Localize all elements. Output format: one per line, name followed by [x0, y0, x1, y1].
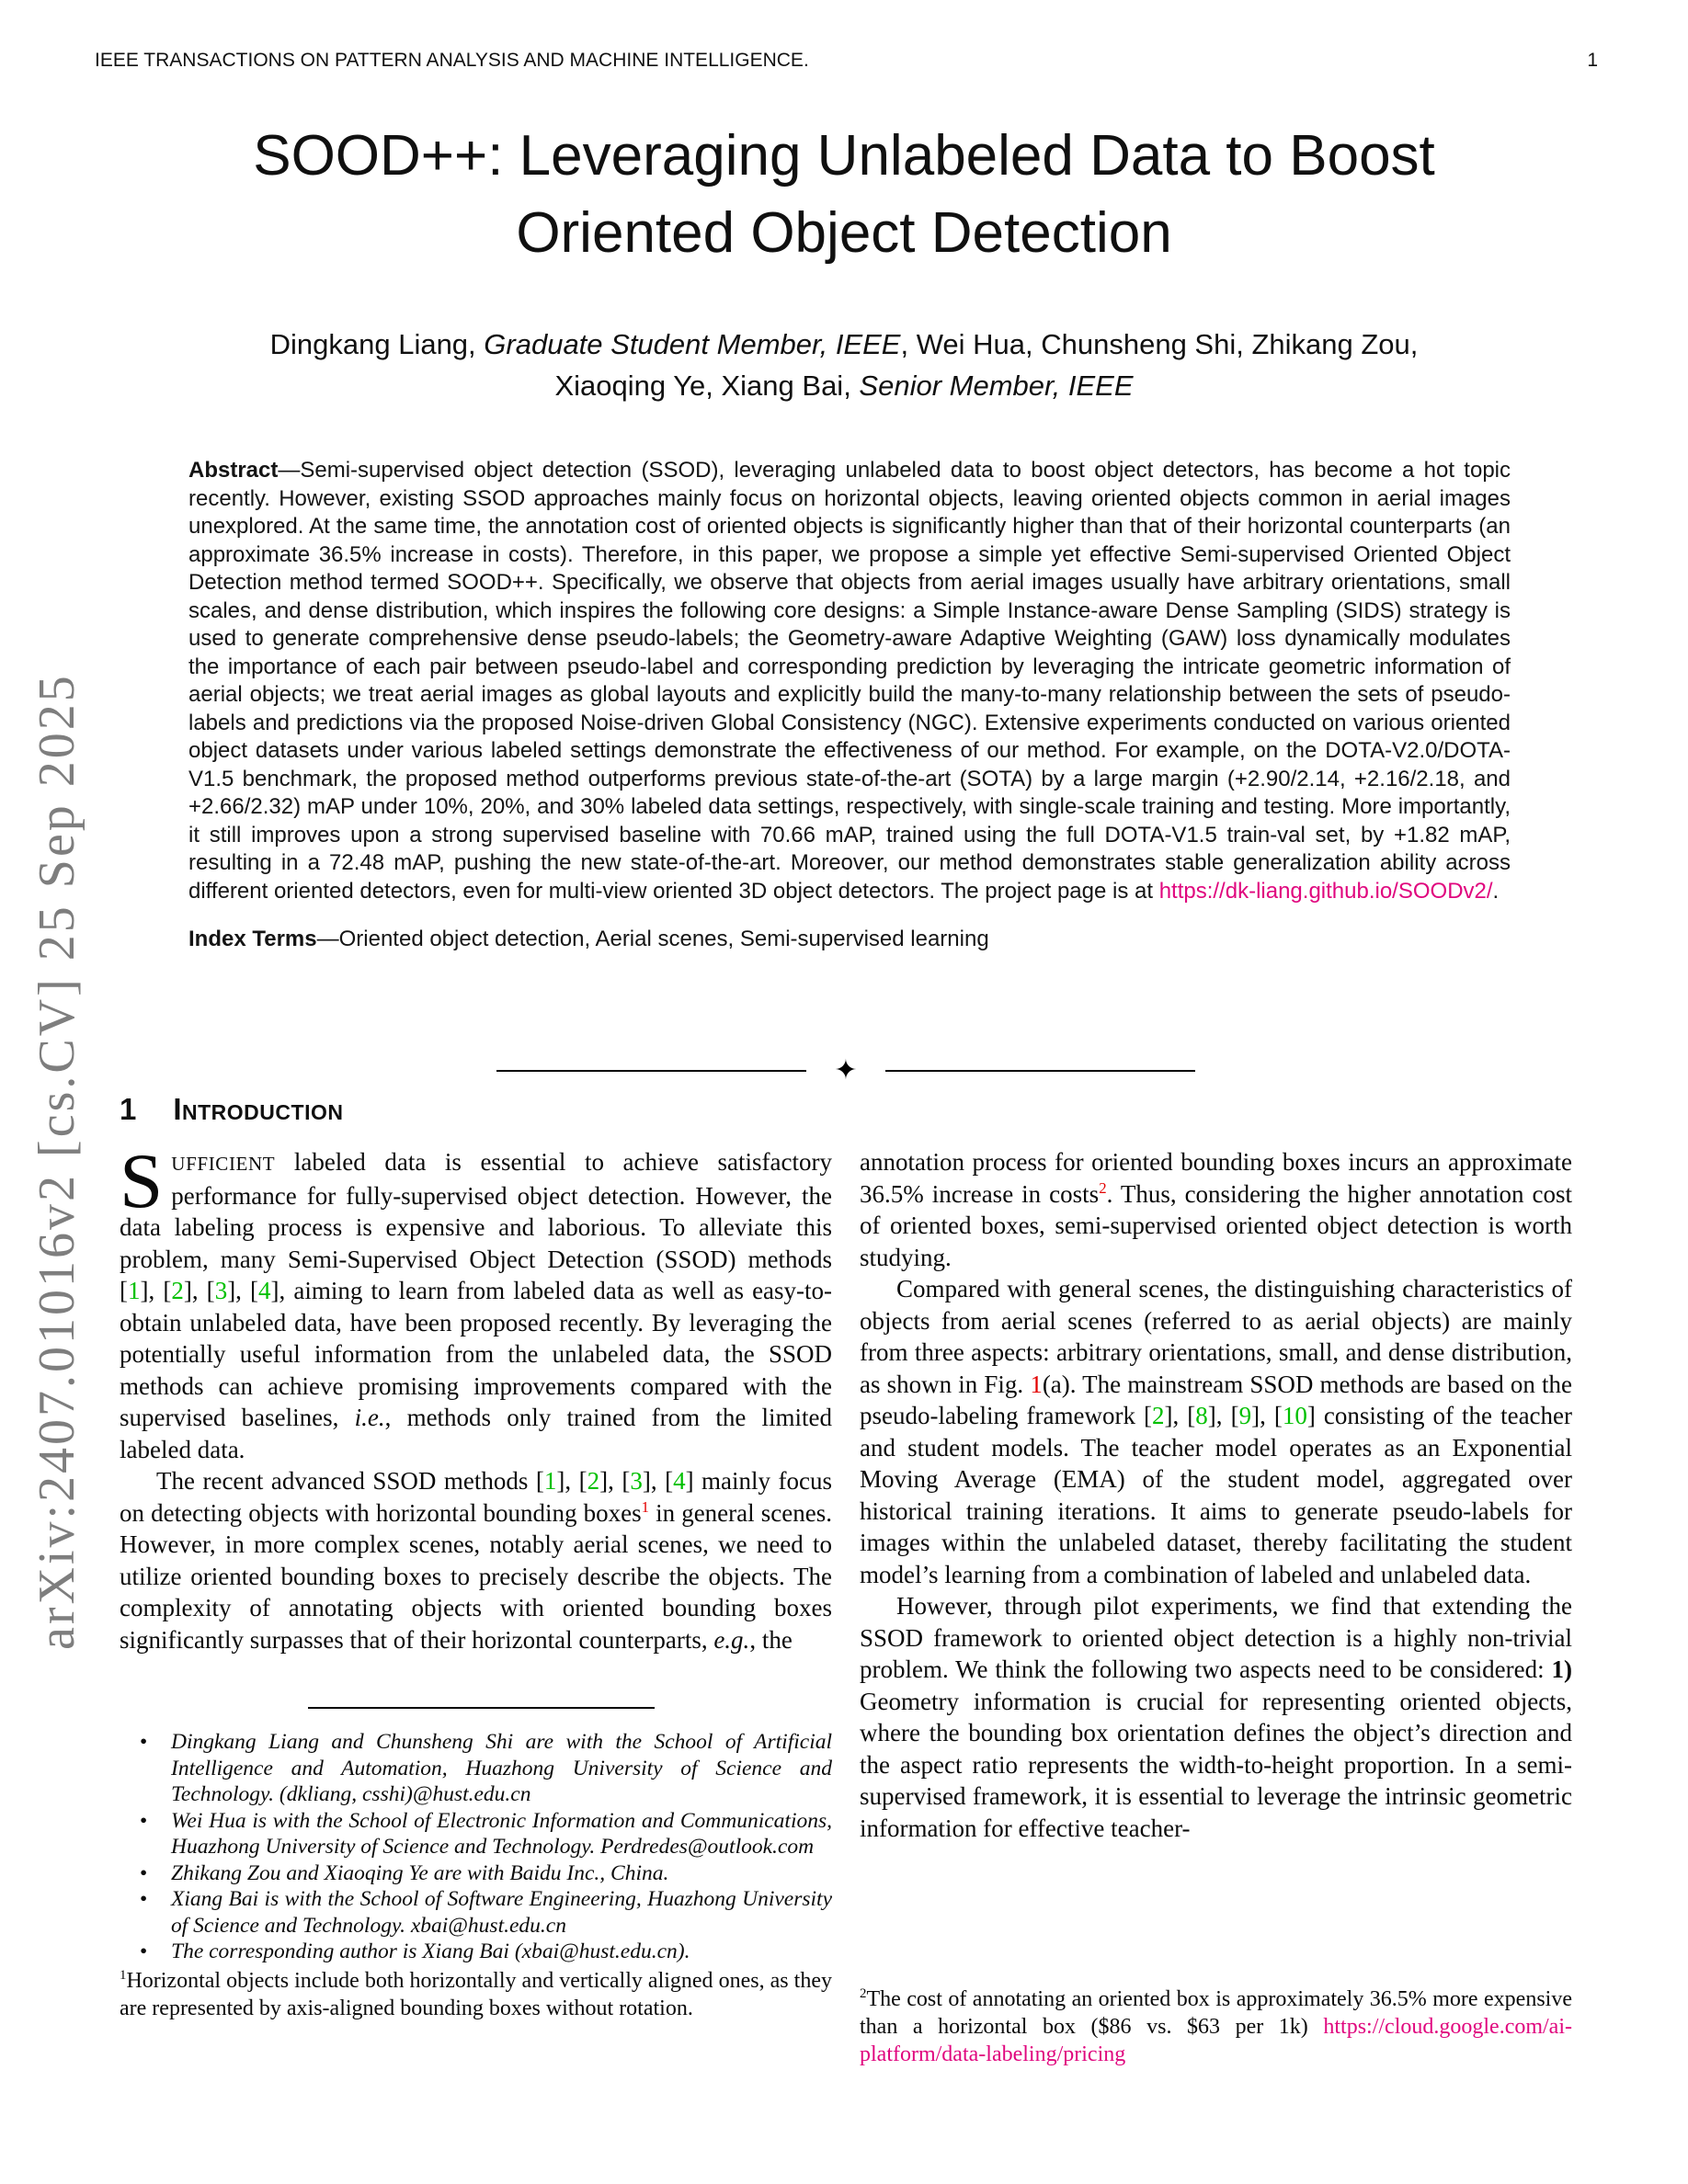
text-segment: , the: [749, 1625, 793, 1654]
text-segment: ], [: [599, 1467, 631, 1495]
page-number: 1: [1587, 50, 1598, 71]
text-segment: 1: [543, 1467, 557, 1495]
hyperlink[interactable]: https://dk-liang.github.io/SOODv2/: [1158, 878, 1493, 904]
text-segment: 2: [587, 1467, 600, 1495]
text-segment: The recent advanced SSOD methods [: [156, 1467, 544, 1495]
text-segment: 1): [1551, 1655, 1572, 1683]
journal-name: IEEE TRANSACTIONS ON PATTERN ANALYSIS AND MACHINE INTELLIGENCE.: [95, 50, 809, 71]
text-segment: 2: [1099, 1178, 1107, 1197]
text-segment: The cost of annotating an oriented box is approximately 36.5% more expensive than a horizontal box ($86 vs. $63 per 1k): [860, 1987, 1572, 2039]
title-line-1: SOOD++: Leveraging Unlabeled Data to Boost: [253, 124, 1435, 188]
arxiv-watermark: arXiv:2407.01016v2 [cs.CV] 25 Sep 2025: [29, 673, 86, 1650]
hyperlink[interactable]: https://cloud.google.com/ai-platform/data-labeling/pricing: [860, 2015, 1572, 2066]
affiliation-item: • Zhikang Zou and Xiaoqing Ye are with Baidu Inc., China.: [120, 1860, 832, 1887]
text-segment: ], [: [140, 1277, 172, 1304]
affiliation-item: • Dingkang Liang and Chunsheng Shi are with the School of Artificial Intelligence and Automation, Huazhong University of Science and Technology. (dkliang, csshi)@hust.edu.cn: [120, 1729, 832, 1808]
text-segment: 2: [860, 1986, 867, 2001]
text-segment: , Wei Hua, Chunsheng Shi, Zhikang Zou,: [900, 328, 1419, 360]
text-segment: in general scenes. However, in more complex scenes, notably aerial scenes, we need to utilize oriented bounding boxes to precisely describe the objects. The complexity of annotating objects with oriented bounding boxes significantly surpasses that of their horizontal counterparts,: [120, 1498, 832, 1654]
right-column: [860, 1146, 1572, 2102]
text-segment: ], [: [183, 1277, 215, 1304]
text-segment: 1: [120, 1968, 127, 1983]
text-segment: 9: [1238, 1402, 1252, 1429]
section-divider: [120, 1057, 1572, 1085]
footnote-rule: [308, 1707, 655, 1709]
text-segment: .: [1492, 878, 1500, 904]
section-title: Introduction: [173, 1092, 344, 1126]
text-segment: 8: [1195, 1402, 1208, 1429]
paper-title: [0, 118, 1688, 272]
text-segment: ] mainly focus on detecting objects with horizontal bounding boxes: [120, 1467, 833, 1527]
text-segment: 4: [673, 1467, 686, 1495]
text-segment: ], aiming to learn from labeled data as well as easy-to-obtain unlabeled data, have been proposed recently. By leveraging the potentially useful information from the unlabeled data, the SSOD methods can achieve promising improvements compared with the supervised baselines,: [120, 1277, 833, 1431]
section-heading-introduction: [120, 1092, 343, 1127]
text-segment: Index Terms: [188, 927, 317, 951]
text-segment: e.g.: [713, 1625, 750, 1654]
section-number: 1: [120, 1092, 137, 1126]
text-segment: i.e.: [354, 1404, 385, 1431]
two-column-body: [120, 1138, 1573, 2102]
text-segment: 3: [214, 1277, 228, 1304]
text-segment: 2: [171, 1277, 184, 1304]
text-segment: 1: [128, 1277, 141, 1304]
text-segment: S: [120, 1138, 164, 1224]
text-segment: Horizontal objects include both horizontally and vertically aligned ones, as they are represented by axis-aligned bounding boxes without rotation.: [120, 1969, 832, 2020]
text-segment: labeled data is essential to achieve satisfactory performance for fully-supervised object detection. However, the data labeling process is expensive and laborious. To alleviate this problem, many Semi-Supervised Object Detection (SSOD) methods [: [120, 1148, 832, 1304]
text-segment: ] consisting of the teacher and student models. The teacher model operates as an Exponential Moving Average (EMA) of the student model, aggregated over historical training iterations. It aims to generate pseudo-labels for images within the unlabeled dataset, thereby facilitating the student model’s learning from a combination of labeled and unlabeled data.: [860, 1402, 1573, 1588]
text-segment: ], [: [227, 1277, 259, 1304]
text-segment: , methods only trained from the limited labeled data.: [120, 1404, 832, 1463]
text-segment: ], [: [642, 1467, 674, 1495]
text-segment: ], [: [1251, 1402, 1283, 1429]
text-segment: ], [: [556, 1467, 587, 1495]
author-list: [0, 324, 1688, 406]
author-line-2: [0, 365, 1688, 406]
text-segment: UFFICIENT: [171, 1153, 276, 1175]
text-segment: 10: [1282, 1402, 1307, 1429]
text-segment: ], [: [1207, 1402, 1239, 1429]
paragraph: [120, 1465, 832, 1655]
diamond-ornament-icon: ✦: [834, 1055, 858, 1086]
divider-rule-right: [885, 1070, 1195, 1072]
divider-rule-left: [496, 1070, 806, 1072]
index-terms: [188, 926, 1511, 954]
paragraph: [860, 1273, 1572, 1590]
text-segment: ], [: [1164, 1402, 1196, 1429]
paragraph: [860, 1146, 1572, 1273]
text-segment: 1: [641, 1497, 649, 1516]
text-segment: —Oriented object detection, Aerial scenes, Semi-supervised learning: [316, 927, 989, 951]
text-segment: 4: [258, 1277, 271, 1304]
author-affiliations-block: [120, 1707, 832, 1965]
text-segment: Dingkang Liang,: [269, 328, 485, 360]
text-segment: Graduate Student Member, IEEE: [484, 328, 901, 360]
text-segment: 3: [630, 1467, 643, 1495]
affiliation-item: • Xiang Bai is with the School of Software Engineering, Huazhong University of Science and Technology. xbai@hust.edu.cn: [120, 1886, 832, 1939]
title-line-2: Oriented Object Detection: [516, 201, 1172, 265]
affiliation-item: • Wei Hua is with the School of Electronic Information and Communications, Huazhong University of Science and Technology. Perdredes@outlook.com: [120, 1808, 832, 1860]
text-segment: 2: [1152, 1402, 1165, 1429]
text-segment: Abstract: [188, 458, 279, 483]
affiliation-item: • The corresponding author is Xiang Bai (xbai@hust.edu.cn).: [120, 1939, 832, 1965]
text-segment: Geometry information is crucial for representing oriented objects, where the bounding box orientation defines the object’s direction and the aspect ratio represents the width-to-height proportion. In a semi-supervised framework, it is essential to leverage the intrinsic geometric information for effective teacher-: [860, 1687, 1572, 1842]
text-segment: However, through pilot experiments, we find that extending the SSOD framework to oriented object detection is a highly non-trivial problem. We think the following two aspects need to be considered:: [860, 1592, 1572, 1683]
abstract-text: [188, 457, 1511, 905]
text-segment: (a). The mainstream SSOD methods are based on the pseudo-labeling framework [: [860, 1370, 1572, 1429]
affiliation-list: [120, 1729, 832, 1965]
running-header: [95, 50, 1598, 72]
left-column: [120, 1138, 833, 2102]
footnote-2: [860, 1985, 1572, 2068]
text-segment: —Semi-supervised object detection (SSOD), leveraging unlabeled data to boost object detectors, has become a hot topic recently. However, existing SSOD approaches mainly focus on horizontal objects, leaving oriented objects common in aerial images unexplored. At the same time, the annotation cost of oriented objects is significantly higher than that of their horizontal counterparts (an approximate 36.5% increase in costs). Therefore, in this paper, we propose a simple yet effective Semi-supervised Oriented Object Detection method termed SOOD++. Specifically, we observe that objects from aerial images usually have arbitrary orientations, small scales, and dense distribution, which inspires the following core designs: a Simple Instance-aware Dense Sampling (SIDS) strategy is used to generate comprehensive dense pseudo-labels; the Geometry-aware Adaptive Weighting (GAW) loss dynamically modulates the importance of each pair between pseudo-label and corresponding prediction by leveraging the intricate geometric information of aerial objects; we treat aerial images as global layouts and explicitly build the many-to-many relationship between the sets of pseudo-labels and predictions via the proposed Noise-driven Global Consistency (NGC). Extensive experiments conducted on various oriented object datasets under various labeled settings demonstrate the effectiveness of our method. For example, on the DOTA-V2.0/DOTA-V1.5 benchmark, the proposed method outperforms previous state-of-the-art (SOTA) by a large margin (+2.90/2.14, +2.16/2.18, and +2.66/2.32) mAP under 10%, 20%, and 30% labeled data settings, respectively, with single-scale training and testing. More importantly, it still improves upon a strong supervised baseline with 70.66 mAP, trained using the full DOTA-V1.5 train-val set, by +1.82 mAP, resulting in a 72.48 mAP, pushing the new state-of-the-art. Moreover, our method demonstrates stable generalization ability across different oriented detectors, even for multi-view oriented 3D object detectors. The project page is at: [188, 458, 1511, 904]
text-segment: annotation process for oriented bounding boxes incurs an approximate 36.5% increase in costs: [860, 1148, 1572, 1208]
footnote-1: [120, 1967, 832, 2022]
abstract-block: [188, 457, 1511, 954]
text-segment: Xiaoqing Ye, Xiang Bai,: [554, 370, 860, 402]
paragraph: [860, 1590, 1572, 1844]
text-segment: . Thus, considering the higher annotation cost of oriented boxes, semi-supervised oriented object detection is worth studying.: [860, 1179, 1572, 1271]
text-segment: Compared with general scenes, the distinguishing characteristics of objects from aerial scenes (referred to as aerial objects) are mainly from three aspects: arbitrary orientations, small, and dense distribution, as shown in Fig.: [860, 1275, 1572, 1398]
text-segment: Senior Member, IEEE: [859, 370, 1134, 402]
author-line-1: [0, 324, 1688, 365]
text-segment: 1: [1030, 1370, 1043, 1398]
paragraph: [120, 1138, 833, 1465]
